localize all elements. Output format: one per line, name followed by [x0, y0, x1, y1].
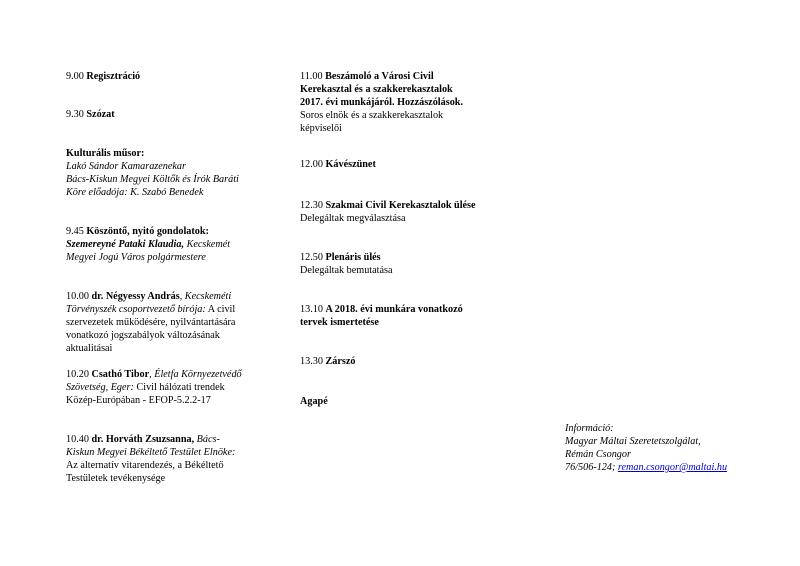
- text-line: Kerekasztal és a szakkerekasztalok: [300, 84, 453, 95]
- item-closing: [300, 355, 355, 368]
- item-talk1: [66, 290, 235, 355]
- item-title: Zárszó: [325, 356, 356, 367]
- text-line: Közép-Európában - EFOP-5.2.2-17: [66, 395, 211, 406]
- item-report: [300, 70, 463, 135]
- text-line: Szövetség, Eger:: [66, 382, 134, 393]
- time: 11.00: [300, 71, 323, 82]
- item-title: Kávészünet: [325, 159, 376, 170]
- item-anthem: [66, 108, 115, 121]
- text-line: 2017. évi munkájáról. Hozzászólások.: [300, 97, 463, 108]
- item-title: Regisztráció: [86, 71, 141, 82]
- text-line: Bács-Kiskun Megyei Költők és Írók Baráti: [66, 174, 239, 185]
- text-line: Lakó Sándor Kamarazenekar: [66, 161, 186, 172]
- text-line: képviselői: [300, 123, 342, 134]
- time: 13.30: [300, 356, 323, 367]
- time: 10.40: [66, 434, 89, 445]
- item-title: Agapé: [300, 396, 328, 407]
- item-coffee: [300, 158, 376, 171]
- time: 13.10: [300, 304, 323, 315]
- text-line: tervek ismertetése: [300, 317, 379, 328]
- text-line: A civil: [205, 304, 236, 315]
- text-line: Testületek tevékenysége: [66, 473, 166, 484]
- item-talk3: [66, 433, 235, 485]
- item-welcome: [66, 225, 230, 264]
- item-professional: [300, 199, 476, 225]
- time: 9.45: [66, 226, 84, 237]
- info-name: Rémán Csongor: [565, 449, 631, 460]
- text-line: Bács-: [194, 434, 220, 445]
- time: 9.30: [66, 109, 84, 120]
- time: 12.30: [300, 200, 323, 211]
- item-title: Szakmai Civil Kerekasztalok ülése: [325, 200, 476, 211]
- item-title: A 2018. évi munkára vonatkozó: [325, 304, 463, 315]
- email-link[interactable]: reman.csongor@maltai.hu: [617, 462, 728, 473]
- item-cultural: [66, 147, 239, 199]
- info-phone: 76/506-124;: [565, 462, 618, 473]
- text-line: Civil hálózati trendek: [133, 382, 225, 393]
- text-line: Soros elnök és a szakkerekasztalok: [300, 110, 444, 121]
- info-label: Információ:: [565, 423, 614, 434]
- item-plans: [300, 303, 463, 329]
- item-plenary: [300, 251, 393, 277]
- text-line: Kiskun Megyei Békéltető Testület Elnöke:: [66, 447, 236, 458]
- info-block: [565, 422, 727, 474]
- speaker: dr. Horváth Zsuzsanna,: [91, 434, 195, 445]
- item-registration: [66, 70, 140, 83]
- speaker: dr. Négyessy András: [91, 291, 180, 302]
- item-agape: [300, 395, 328, 408]
- item-title: Szózat: [86, 109, 115, 120]
- time: 10.20: [66, 369, 89, 380]
- text-line: , Kecskeméti: [179, 291, 232, 302]
- text-line: Köre előadója: K. Szabó Benedek: [66, 187, 204, 198]
- text-line: Delegáltak megválasztása: [300, 213, 406, 224]
- time: 12.00: [300, 159, 323, 170]
- text-line: aktualitásai: [66, 343, 113, 354]
- text-line: Az alternatív vitarendezés, a Békéltető: [66, 460, 224, 471]
- speaker: Csathó Tibor: [91, 369, 150, 380]
- speaker: Szemereyné Pataki Klaudia,: [66, 239, 185, 250]
- text-line: , Életfa Környezetvédő: [149, 369, 242, 380]
- info-org: Magyar Máltai Szeretetszolgálat,: [565, 436, 701, 447]
- text-line: vonatkozó jogszabályok változásának: [66, 330, 220, 341]
- text-line: Megyei Jogú Város polgármestere: [66, 252, 206, 263]
- item-title: Beszámoló a Városi Civil: [325, 71, 434, 82]
- time: 10.00: [66, 291, 89, 302]
- text-line: Kecskemét: [184, 239, 231, 250]
- item-talk2: [66, 368, 242, 407]
- item-title: Kulturális műsor:: [66, 148, 145, 159]
- time: 9.00: [66, 71, 84, 82]
- item-title: Köszöntő, nyitó gondolatok:: [86, 226, 209, 237]
- item-title: Plenáris ülés: [325, 252, 381, 263]
- text-line: szervezetek működésére, nyilvántartására: [66, 317, 236, 328]
- text-line: Törvényszék csoportvezető bírója:: [66, 304, 206, 315]
- time: 12.50: [300, 252, 323, 263]
- text-line: Delegáltak bemutatása: [300, 265, 393, 276]
